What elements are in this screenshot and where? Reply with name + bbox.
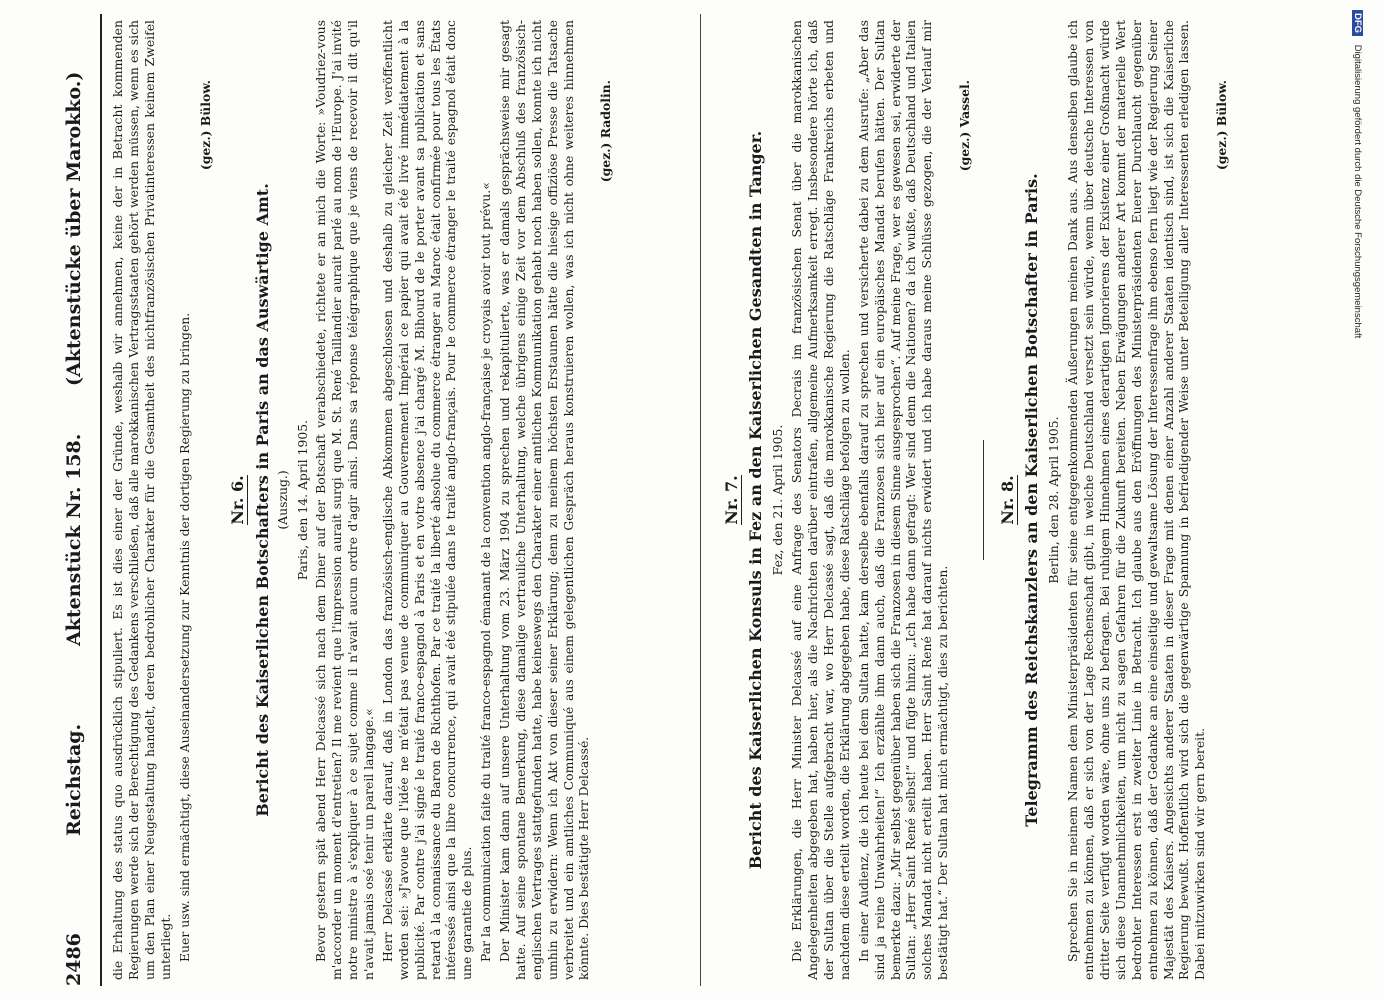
document-number-6 xyxy=(228,20,248,980)
document-number-6-text: Nr. 6. xyxy=(228,475,248,525)
column-left xyxy=(110,20,695,980)
column-right xyxy=(708,20,1308,980)
document-title-8: Telegramm des Reichskanzlers an den Kaiserlichen Botschafter in Paris. xyxy=(1022,173,1042,827)
paragraph-6-1: Bevor gestern spät abend Herr Delcassé sich nach dem Diner auf der Botschaft verabschiedete, richtete er an mich die Worte: »Voudriez-vous m'accorder un moment d'entretien? Il me revient que l'impression aurait surgi que M. St. René Taillandier aurait parlé au nom de l'Europe. J'ai invité notre ministre à s'expliquer à ce sujet comme il n'avait aucun ordre d'agir ainsi. Dans sa réponse télégraphique que je viens de recevoir il dit qu'il n'avait jamais osé tenir un pareil langage.« xyxy=(313,20,377,980)
document-number-7 xyxy=(722,20,742,980)
paragraph-7-2: In einer Audienz, die ich heute bei dem Sultan hatte, kam derselbe ebenfalls darauf zu sprechen und versicherte dabei zu dem Ausrufe: „Aber das sind ja reine Unwahrheiten!“ Ich erzählte ihm dann auch, daß die Franzosen sich hier auf ein europäisches Mandat berufen hätten. Der Sultan bemerkte dazu: „Mir selbst gegenüber haben sich die Franzosen in diesem Sinne ausgesprochen“. Auf meine Frage, wer es gewesen sei, erwiderte der Sultan: „Herr Saint René selbst!“ und fügte hinzu: „Ich habe dann gefragt: Wer sind denn die Nationen? da ich wußte, daß Deutschland und Italien solches Mandat nicht erteilt haben. Herr Saint René hat darauf nichts erwidert und ich habe daraus meine Schlüsse gezogen, die der Verlauf mir bestätigt hat.“ Der Sultan hat mich ermächtigt, dies zu berichten. xyxy=(855,20,951,980)
paragraph-intro: die Erhaltung des status quo ausdrücklich stipuliert. Es ist dies einer der Gründe, weshalb wir annehmen, keine der in Betracht kommenden Regierungen werde sich der Berechtigung des Gedankens verschließen, daß alle marokkanischen Vertragsstaaten gehört werden müssen, wenn es sich um den Plan einer Neugestaltung handelt, deren bedrohlicher Charakter für die Gesamtheit des nichtfranzösischen Privatinteressen keinem Zweifel unterliegt. xyxy=(110,20,173,980)
paragraph-6-3: Par la communication faite du traité franco-espagnol émanant de la convention anglo-française je croyais avoir tout prévu.« xyxy=(478,182,494,962)
document-number-8 xyxy=(998,20,1018,980)
document-number-8-text: Nr. 8. xyxy=(997,475,1017,525)
dateline-6: Paris, den 14. April 1905. xyxy=(294,419,310,581)
running-header xyxy=(48,14,100,986)
paragraph-6-2: Herr Delcassé erklärte darauf, daß in London das französisch-englische Abkommen abgeschlossen und deshalb zu gleicher Zeit veröffentlicht worden sei: »J'avoue que l'idée ne m'était pas venue de communiquer au Gouvernement Impérial ce papier qui avait été livré immédiatement à la publicité. Par contre j'ai signé le traité franco-espagnol à Paris et en votre absence j'ai chargé M. Bihourd de le porter avant sa publication et sans retard à la connaissance du Baron de Richthofen. Par ce traité la liberté absolue du commerce étranger au Maroc était confirmée pour tous les États intéressés ainsi que la libre concurrence, qui avait été stipulée dans le traité anglo-français. Pour le commerce étranger le traité espagnol était donc une garantie de plus. xyxy=(379,20,475,980)
header-rule xyxy=(100,14,102,986)
header-left: Reichstag. xyxy=(63,723,85,836)
document-title-7: Bericht des Kaiserlichen Konsuls in Fez an den Kaiserlichen Gesandten in Tanger. xyxy=(746,130,766,870)
page-number: 2486 xyxy=(63,933,85,986)
signature-radolin: (gez.) Radolin. xyxy=(598,80,614,183)
section-rule xyxy=(983,440,984,560)
paragraph-closing: Euer usw. sind ermächtigt, diese Auseinandersetzung zur Kenntnis der dortigen Regierung zu bringen. xyxy=(176,312,192,962)
document-number-7-text: Nr. 7. xyxy=(722,475,741,525)
paragraph-7-1: Die Erklärungen, die Herr Minister Delcassé auf eine Anfrage des Senators Decrais im französischen Senat über die marokkanischen Angelegenheiten abgegeben hat, haben hier, als die Nachrichten darüber eintrafen, allgemeine Aufmerksamkeit erregt. Insbesondere hörte ich, daß der Sultan über die Stelle aufgebracht war, wo Herr Delcassé sagt, daß die marokkanische Regierung die Ratschläge Frankreichs erbeten und nachdem diese erteilt worden, die Erklärung abgegeben habe, diese Ratschläge befolgen zu wollen. xyxy=(789,20,852,980)
signature-buelow-1: (gez.) Bülow. xyxy=(198,80,214,171)
paragraph-6-4: Der Minister kam dann auf unsere Unterhaltung vom 23. März 1904 zu sprechen und rekapitulierte, was er damals gesprächsweise mir gesagt hatte. Auf seine spontane Bemerkung, diese damalige vertrauliche Unterhaltung, welche übrigens einige Zeit vor dem Abschluß des französisch-englischen Vertrages stattgefunden hatte, habe keineswegs den Charakter einer amtlichen Kommunikation gehabt noch haben sollen, konnte ich nicht umhin zu erwidern: Wenn ich Akt von dieser seiner Erklärung; denn zu meinem höchsten Erstaunen hätte die hiesige offiziöse Presse die Tatsache verbreitet und ein amtliches Communiqué aus einem gelegentlichen Gespräch heraus konstruieren wollen, was ich nicht ohne weiteres hinnehmen könnte. Dies bestätigte Herr Delcassé. xyxy=(497,20,592,980)
column-divider xyxy=(700,14,701,986)
excerpt-note-6: (Auszug.) xyxy=(274,470,290,530)
rotated-scanned-page xyxy=(40,0,1340,1000)
dateline-8: Berlin, den 28. April 1905. xyxy=(1046,416,1062,584)
digitization-credit-text: Digitalisierung gefördert durch die Deutsche Forschungsgemeinschaft xyxy=(1352,44,1363,339)
dfg-logo-badge: DFG xyxy=(1352,10,1363,36)
dateline-7: Fez, den 21. April 1905. xyxy=(770,424,786,576)
header-center: Aktenstück Nr. 158. xyxy=(63,433,85,646)
signature-vassel: (gez.) Vassel. xyxy=(957,80,973,172)
signature-buelow-2: (gez.) Bülow. xyxy=(1214,80,1230,171)
document-title-6: Bericht des Kaiserlichen Botschafters in Paris an das Auswärtige Amt. xyxy=(252,183,272,817)
header-right: (Aktenstücke über Marokko.) xyxy=(63,71,85,386)
digitization-credit xyxy=(1345,10,1363,990)
paragraph-8-1: Sprechen Sie in meinem Namen dem Ministerpräsidenten für seine entgegenkommenden Äußerungen meinen Dank aus. Aus denselben glaube ich entnehmen zu können, daß er sich von der Lage Rechenschaft gibt, in welche Deutschland versetzt sein würde, wenn über deutsche Interessen von dritter Seite verfügt worden wäre, ohne uns zu befragen. Bei ruhigem Hinnehmen eines derartigen Ignorierens der Existenz einer Großmacht würde sich diese Unannehmlichkeiten, um nicht zu sagen Gefahren für die Zukunft bereiten. Neben Erwägungen anderer Art kommt der materielle Wert bedrohter Interessen erst in zweiter Linie in Betracht. Ich glaube aus den Eröffnungen des Ministerpräsidenten Euerer Durchlaucht gegenüber entnehmen zu können, daß der Gedanke an eine einseitige und gewaltsame Lösung der Interessenfrage ihm ebenso fern liegt wie der Regierung Seiner Majestät des Kaisers. Angesichts anderer Staaten in dieser Frage mit denen einer Anzahl anderer Staaten identisch sind, ist sich die Kaiserliche Regierung bewußt. Hoffentlich wird sich die gegenwärtige Spannung in befriedigender Weise unter Beteiligung aller Interessenten erledigen lassen. Dabei mitzuwirken sind wir gern bereit. xyxy=(1065,20,1208,980)
